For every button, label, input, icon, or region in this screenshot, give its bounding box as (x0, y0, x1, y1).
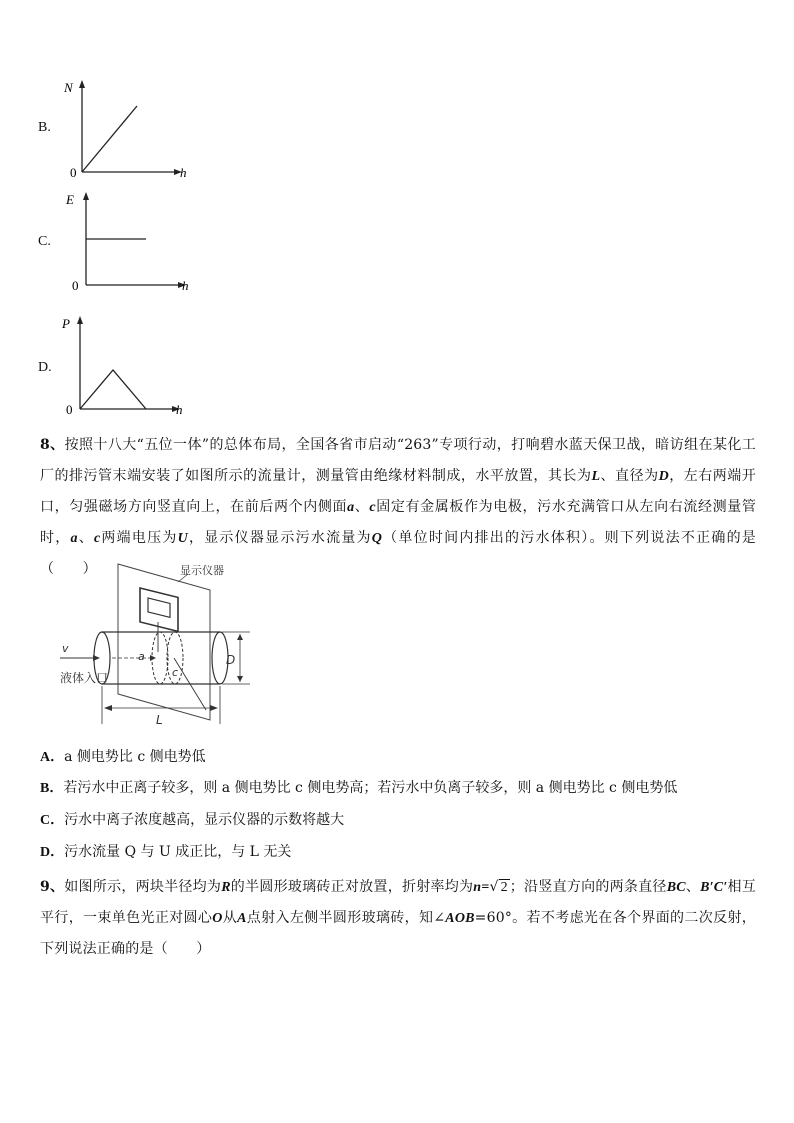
q8-text: 按照十八大“五位一体”的总体布局，全国各省市启动“263”专项行动，打响碧水蓝天保卫战，暗访组在某化工厂的排污管末端安装了如图所示的流量计，测量管由绝缘材料制成，水平放置，其长为 (40, 437, 756, 484)
q9-text: 、 (685, 879, 701, 895)
graph-d (58, 314, 188, 417)
q8-text: 固定有金属板作为电极，污水充满管口从左向右流经测量管时， (40, 499, 757, 546)
q9-var-O: O (212, 911, 223, 926)
q9-var-AOB: AOB (445, 911, 475, 926)
graph-d-y-label: P (62, 316, 70, 331)
dim-L-arrow-left (104, 705, 112, 711)
q8-var-a: a (347, 500, 355, 515)
graph-b-origin: 0 (70, 165, 77, 180)
q9-var-A: A (237, 911, 247, 926)
q8-var-D: D (658, 469, 669, 484)
q8-var-Q: Q (371, 531, 383, 546)
q9-var-R: R (221, 880, 231, 895)
flowmeter-svg (60, 560, 270, 735)
q8-text: 、 (354, 499, 370, 515)
q8-var-a: a (70, 531, 78, 546)
dim-L-label: L (156, 713, 163, 727)
dim-D-label: D (226, 653, 236, 667)
q9-text: 相互平行，一束单色光正对圆心 (40, 879, 756, 926)
graph-d-y-arrow (77, 316, 83, 324)
inlet-label: 液体入口 (60, 671, 109, 685)
graph-b-y-arrow (79, 80, 85, 88)
choice-letter: C． (40, 813, 65, 828)
graph-c-y-label: E (66, 192, 74, 207)
graph-d-line (80, 370, 146, 409)
dim-D-arrow-top (237, 634, 243, 640)
q9-text: ；沿竖直方向的两条直径 (509, 879, 667, 895)
q8-choice-c[interactable] (40, 810, 344, 831)
q8-text: 两端电压为 (100, 530, 178, 546)
graph-b-y-label: N (64, 80, 73, 95)
q8-var-c: c (93, 531, 101, 546)
flow-centerline-head (150, 655, 156, 661)
option-b-letter: B. (38, 120, 51, 135)
q8-number: 8、 (40, 437, 65, 453)
q8-var-L: L (591, 469, 601, 484)
q9-var-n: n= (473, 880, 490, 895)
graph-d-origin: 0 (66, 402, 73, 417)
q9-var-BC: BC (666, 880, 686, 895)
q9-text: 的半圆形玻璃砖正对放置，折射率均为 (230, 879, 474, 895)
q8-text: （单位时间内排出的污水体积）。则下列说法不正确的是（ ） (40, 530, 757, 577)
sqrt-icon: √ (489, 879, 499, 895)
choice-text: 若污水中正离子较多，则 a 侧电势比 c 侧电势高；若污水中负离子较多，则 a 侧电势比 c 侧电势低 (63, 780, 678, 796)
q9-text: 如图所示，两块半径均为 (64, 879, 222, 895)
q8-choice-d[interactable] (40, 842, 291, 863)
option-d-letter: D. (38, 360, 52, 375)
graph-d-x-label: h (176, 402, 183, 417)
graph-c (64, 190, 194, 293)
choice-text: a 侧电势比 c 侧电势低 (64, 749, 206, 765)
display-label: 显示仪器 (180, 564, 224, 577)
q8-choice-a[interactable] (40, 747, 206, 768)
q8-text: 、 (77, 530, 94, 546)
graph-c-y-arrow (83, 192, 89, 200)
q8-var-U: U (177, 531, 188, 546)
flowmeter-figure (60, 560, 270, 739)
electrode-c-label: c (172, 666, 179, 679)
choice-letter: D． (40, 845, 65, 860)
q9-text: 从 (222, 910, 238, 926)
q9-var-BC-prime: B′C′ (700, 880, 728, 895)
graph-b-line (82, 106, 137, 172)
graph-c-svg (64, 190, 194, 293)
dim-L-arrow-right (210, 705, 218, 711)
q8-text: 、直径为 (600, 468, 659, 484)
graph-d-svg (58, 314, 188, 417)
choice-text: 污水流量 Q 与 U 成正比，与 L 无关 (64, 844, 292, 860)
graph-b (60, 78, 190, 178)
graph-c-origin: 0 (72, 278, 79, 293)
dim-D-arrow-bottom (237, 676, 243, 682)
choice-text: 污水中离子浓度越高，显示仪器的示数将越大 (64, 812, 345, 828)
display-instrument (140, 588, 178, 631)
flow-arrow-head (93, 655, 100, 661)
question-9 (40, 872, 756, 965)
graph-b-x-label: h (180, 165, 187, 180)
q9-text: 点射入左侧半圆形玻璃砖，知∠ (246, 910, 446, 926)
q8-text: ，左右两端开口，匀强磁场方向竖直向上，在前后两个内侧面 (40, 468, 756, 515)
q8-choice-b[interactable] (40, 778, 677, 799)
choice-letter: A． (40, 750, 65, 765)
graph-c-x-label: h (182, 278, 189, 293)
q9-sqrt-value: 2 (500, 880, 508, 895)
electrode-a-label: a (138, 650, 145, 663)
q9-text: =60°。若不考虑光在各个界面的二次反射，下列说法正确的是（ ） (40, 910, 757, 957)
choice-letter: B． (40, 781, 64, 796)
graph-b-svg (60, 78, 190, 178)
q9-number: 9、 (40, 879, 65, 895)
velocity-label: v (62, 642, 69, 655)
option-c-letter: C. (38, 234, 51, 249)
electrode-plane (118, 564, 210, 720)
q8-var-c: c (369, 500, 376, 515)
q8-text: ，显示仪器显示污水流量为 (187, 530, 372, 546)
